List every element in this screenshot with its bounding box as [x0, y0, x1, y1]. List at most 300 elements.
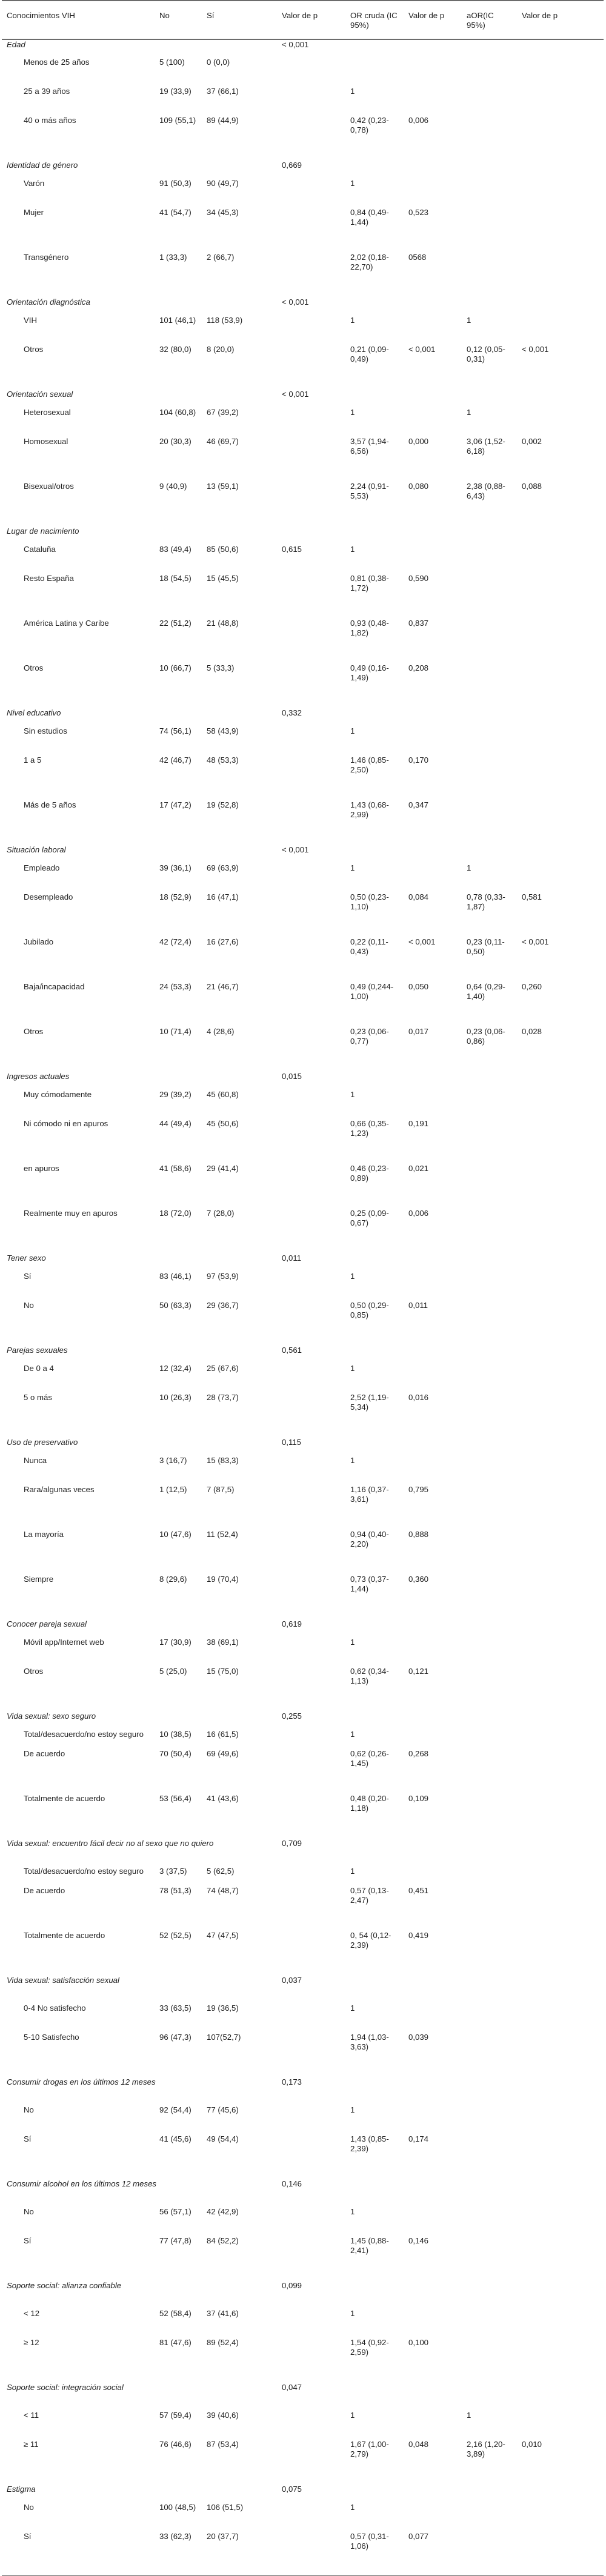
no-count-cell: 41 (54,7) [159, 208, 191, 217]
si-count-cell: 84 (52,2) [207, 2236, 239, 2245]
p-value-cell [277, 1456, 345, 1485]
section-row [2, 1438, 604, 1456]
aor-cell [462, 2134, 517, 2179]
or-crude-cell [345, 58, 404, 87]
table-row [2, 863, 604, 892]
empty-cell [404, 1253, 462, 1272]
no-count-cell: 104 (60,8) [159, 408, 196, 417]
table-row [2, 482, 604, 526]
category-cell: Empleado [24, 863, 60, 872]
category-cell: Varón [24, 179, 45, 188]
aor-cell [462, 1667, 517, 1711]
si-count-cell: 39 (40,6) [207, 2411, 239, 2420]
p-value-cell [277, 1301, 345, 1346]
p-value-aor-cell [517, 1393, 604, 1438]
p-value-aor-cell: 0,088 [522, 482, 542, 491]
aor-cell [462, 2503, 517, 2532]
header-no: No [155, 1, 202, 39]
section-p-value: 0,011 [282, 1253, 302, 1263]
section-p-value: 0,146 [282, 2179, 302, 2188]
category-cell: Sí [24, 2134, 32, 2143]
category-cell: Ni cómodo ni en apuros [24, 1119, 108, 1128]
p-value-or-cell: 0,174 [408, 2134, 429, 2143]
p-value-cell [277, 2134, 345, 2179]
or-crude-cell: 1 [350, 1364, 355, 1373]
category-cell: 40 o más años [24, 116, 76, 125]
or-crude-cell: 0,46 (0,23-0,89) [350, 1164, 389, 1183]
table-row [2, 755, 604, 800]
table-row [2, 316, 604, 345]
empty-cell [517, 2485, 604, 2503]
table-row [2, 2532, 604, 2575]
si-count-cell: 77 (45,6) [207, 2105, 239, 2114]
section-row [2, 845, 604, 863]
p-value-cell [277, 408, 345, 437]
table-row [2, 345, 604, 390]
no-count-cell: 74 (56,1) [159, 726, 191, 735]
p-value-or-cell: 0,360 [408, 1575, 429, 1584]
category-cell: Totalmente de acuerdo [24, 1931, 105, 1940]
aor-cell: 0,12 (0,05-0,31) [467, 345, 505, 363]
or-crude-cell: 2,52 (1,19-5,34) [350, 1393, 389, 1412]
si-count-cell: 85 (50,6) [207, 545, 239, 554]
p-value-cell [277, 437, 345, 482]
si-count-cell: 7 (28,0) [207, 1209, 235, 1218]
aor-cell [462, 2105, 517, 2134]
table-row [2, 1164, 604, 1209]
p-value-aor-cell: 0,028 [522, 1027, 542, 1036]
header-p-value-or: Valor de p [404, 1, 462, 39]
empty-cell [404, 1839, 462, 1867]
table-row [2, 663, 604, 708]
table-row [2, 253, 604, 297]
table-row [2, 800, 604, 845]
si-count-cell: 7 (87,5) [207, 1485, 235, 1494]
si-count-cell: 5 (62,5) [207, 1867, 235, 1876]
or-crude-cell: 1 [350, 2105, 355, 2114]
p-value-aor-cell [517, 1794, 604, 1839]
section-label: Tener sexo [7, 1253, 46, 1263]
p-value-aor-cell: 0,581 [522, 892, 542, 901]
aor-cell [462, 1730, 517, 1749]
section-row [2, 526, 604, 545]
empty-cell [345, 2485, 404, 2503]
p-value-or-cell [404, 2411, 462, 2440]
empty-cell [404, 2383, 462, 2411]
si-count-cell: 97 (53,9) [207, 1272, 239, 1281]
p-value-cell [277, 116, 345, 161]
empty-cell [517, 2179, 604, 2207]
p-value-or-cell [404, 1730, 462, 1749]
p-value-or-cell [404, 545, 462, 574]
or-crude-cell: 1 [350, 545, 355, 554]
table-row [2, 619, 604, 663]
category-cell: La mayoría [24, 1530, 64, 1539]
or-crude-cell: 0,49 (0,244-1,00) [350, 982, 394, 1001]
aor-cell [462, 87, 517, 116]
p-value-or-cell [404, 2003, 462, 2033]
empty-cell [462, 2485, 517, 2503]
p-value-cell [277, 1119, 345, 1164]
empty-cell [404, 161, 462, 179]
aor-cell: 2,16 (1,20-3,89) [467, 2440, 505, 2458]
si-count-cell: 28 (73,7) [207, 1393, 239, 1402]
empty-cell [404, 1438, 462, 1456]
no-count-cell: 3 (37,5) [159, 1867, 187, 1876]
aor-cell [462, 574, 517, 619]
section-row [2, 2077, 604, 2105]
p-value-or-cell: 0,523 [408, 208, 429, 217]
category-cell: ≥ 11 [24, 2440, 39, 2449]
or-crude-cell: 0, 54 (0,12-2,39) [350, 1931, 391, 1950]
p-value-or-cell: 0,109 [408, 1794, 429, 1803]
empty-cell [345, 1976, 404, 2003]
or-crude-cell: 1 [350, 1867, 355, 1876]
section-p-value: 0,015 [282, 1072, 302, 1081]
table-row [2, 2207, 604, 2236]
aor-cell: 1 [467, 2411, 471, 2420]
or-crude-cell: 0,62 (0,26-1,45) [350, 1749, 389, 1768]
p-value-or-cell [404, 179, 462, 208]
no-count-cell: 10 (66,7) [159, 663, 191, 672]
empty-cell [345, 1711, 404, 1730]
section-row [2, 1619, 604, 1638]
aor-cell: 0,64 (0,29-1,40) [467, 982, 505, 1001]
si-count-cell: 21 (46,7) [207, 982, 239, 991]
si-count-cell: 29 (36,7) [207, 1301, 239, 1310]
no-count-cell: 3 (16,7) [159, 1456, 187, 1465]
no-count-cell: 53 (56,4) [159, 1794, 191, 1803]
section-p-value: 0,037 [282, 1976, 302, 1985]
table-row [2, 1456, 604, 1485]
empty-cell [345, 1438, 404, 1456]
section-label: Uso de preservativo [7, 1438, 78, 1447]
empty-cell [404, 1072, 462, 1090]
table-row [2, 1090, 604, 1119]
table-row [2, 574, 604, 619]
table-row [2, 2338, 604, 2383]
si-count-cell: 16 (47,1) [207, 892, 239, 901]
section-p-value [277, 526, 345, 545]
aor-cell [462, 545, 517, 574]
empty-cell [404, 845, 462, 863]
aor-cell [462, 800, 517, 845]
category-cell: Mujer [24, 208, 44, 217]
si-count-cell: 74 (48,7) [207, 1886, 239, 1895]
p-value-aor-cell [517, 1485, 604, 1530]
section-p-value: 0,173 [282, 2077, 302, 2086]
no-count-cell: 5 (100) [159, 58, 185, 67]
p-value-cell [277, 2003, 345, 2033]
empty-cell [462, 161, 517, 179]
or-crude-cell: 1 [350, 316, 355, 325]
header-row [2, 1, 604, 39]
empty-cell [462, 2077, 517, 2105]
p-value-or-cell [404, 1364, 462, 1393]
p-value-or-cell: 0,451 [408, 1886, 429, 1895]
no-count-cell: 78 (51,3) [159, 1886, 191, 1895]
or-crude-cell: 2,24 (0,91-5,53) [350, 482, 389, 500]
section-row [2, 1072, 604, 1090]
p-value-cell [277, 1867, 345, 1886]
no-count-cell: 100 (48,5) [159, 2503, 196, 2512]
or-crude-cell: 1 [350, 1730, 355, 1739]
section-label: Vida sexual: satisfacción sexual [7, 1976, 119, 1985]
si-count-cell: 21 (48,8) [207, 619, 239, 628]
or-crude-cell: 1 [350, 2309, 355, 2318]
p-value-or-cell: 0,347 [408, 800, 429, 809]
p-value-cell [277, 1090, 345, 1119]
empty-cell [404, 39, 462, 58]
or-crude-cell: 1 [350, 863, 355, 872]
p-value-aor-cell [517, 1931, 604, 1976]
si-count-cell: 16 (61,5) [207, 1730, 239, 1739]
aor-cell [462, 1209, 517, 1253]
or-crude-cell: 0,25 (0,09-0,67) [350, 1209, 389, 1227]
no-count-cell: 1 (33,3) [159, 253, 187, 262]
si-count-cell: 49 (54,4) [207, 2134, 239, 2143]
si-count-cell: 8 (20,0) [207, 345, 235, 354]
p-value-aor-cell [517, 726, 604, 755]
p-value-cell [277, 1209, 345, 1253]
p-value-cell [277, 1364, 345, 1393]
or-crude-cell: 0,50 (0,23-1,10) [350, 892, 389, 911]
p-value-aor-cell [517, 1164, 604, 1209]
p-value-or-cell: 0,795 [408, 1485, 429, 1494]
no-count-cell: 10 (71,4) [159, 1027, 191, 1036]
or-crude-cell: 0,42 (0,23-0,78) [350, 116, 389, 134]
p-value-aor-cell [517, 663, 604, 708]
p-value-or-cell: 0,837 [408, 619, 429, 628]
empty-cell [345, 708, 404, 726]
si-count-cell: 45 (60,8) [207, 1090, 239, 1099]
category-cell: No [24, 2207, 34, 2216]
empty-cell [462, 1346, 517, 1364]
aor-cell [462, 1164, 517, 1209]
empty-cell [345, 1839, 404, 1867]
aor-cell [462, 619, 517, 663]
or-crude-cell: 1,67 (1,00-2,79) [350, 2440, 389, 2458]
no-count-cell: 109 (55,1) [159, 116, 196, 125]
category-cell: en apuros [24, 1164, 59, 1173]
table-row [2, 726, 604, 755]
p-value-cell [277, 2105, 345, 2134]
or-crude-cell: 1,43 (0,85-2,39) [350, 2134, 389, 2153]
si-count-cell: 47 (47,5) [207, 1931, 239, 1940]
no-count-cell: 1 (12,5) [159, 1485, 187, 1494]
p-value-cell [277, 937, 345, 982]
aor-cell: 0,78 (0,33-1,87) [467, 892, 505, 911]
empty-cell [404, 708, 462, 726]
p-value-or-cell: < 0,001 [408, 345, 436, 354]
p-value-cell: 0,615 [282, 545, 302, 554]
section-p-value: 0,099 [282, 2281, 302, 2290]
p-value-aor-cell [517, 1667, 604, 1711]
table-row [2, 116, 604, 161]
empty-cell [517, 1346, 604, 1364]
p-value-cell [277, 1272, 345, 1301]
empty-cell [404, 2485, 462, 2503]
section-p-value: 0,669 [282, 161, 302, 170]
empty-cell [345, 1072, 404, 1090]
table-row [2, 1749, 604, 1794]
or-crude-cell: 1 [350, 2411, 355, 2420]
section-row [2, 1711, 604, 1730]
p-value-cell [277, 1886, 345, 1931]
table-row [2, 937, 604, 982]
si-count-cell: 15 (45,5) [207, 574, 239, 583]
or-crude-cell: 1 [350, 179, 355, 188]
aor-cell: 1 [467, 316, 471, 325]
p-value-aor-cell [517, 1749, 604, 1794]
or-crude-cell: 0,50 (0,29-0,85) [350, 1301, 389, 1320]
or-crude-cell: 1 [350, 1272, 355, 1281]
table-row [2, 892, 604, 937]
empty-cell [517, 526, 604, 545]
no-count-cell: 96 (47,3) [159, 2033, 191, 2042]
si-count-cell: 106 (51,5) [207, 2503, 244, 2512]
aor-cell [462, 2309, 517, 2338]
no-count-cell: 42 (46,7) [159, 755, 191, 765]
p-value-aor-cell [517, 116, 604, 161]
category-cell: 5 o más [24, 1393, 52, 1402]
p-value-aor-cell [517, 408, 604, 437]
table-row [2, 2309, 604, 2338]
section-p-value: < 0,001 [282, 40, 309, 49]
no-count-cell: 101 (46,1) [159, 316, 196, 325]
table-row [2, 2411, 604, 2440]
p-value-cell [277, 2440, 345, 2485]
p-value-cell [277, 2338, 345, 2383]
no-count-cell: 24 (53,3) [159, 982, 191, 991]
p-value-cell [277, 1575, 345, 1619]
aor-cell [462, 726, 517, 755]
p-value-aor-cell [517, 1301, 604, 1346]
aor-cell [462, 663, 517, 708]
p-value-aor-cell [517, 2207, 604, 2236]
table-row [2, 1027, 604, 1072]
empty-cell [462, 2179, 517, 2207]
empty-cell [517, 708, 604, 726]
or-crude-cell: 0,93 (0,48-1,82) [350, 619, 389, 637]
si-count-cell: 41 (43,6) [207, 1794, 239, 1803]
empty-cell [517, 1619, 604, 1638]
category-cell: Menos de 25 años [24, 58, 90, 67]
no-count-cell: 56 (57,1) [159, 2207, 191, 2216]
empty-cell [462, 526, 517, 545]
category-cell: No [24, 1301, 34, 1310]
p-value-or-cell: 0568 [408, 253, 427, 262]
no-count-cell: 52 (58,4) [159, 2309, 191, 2318]
category-cell: Muy cómodamente [24, 1090, 92, 1099]
p-value-aor-cell [517, 2503, 604, 2532]
empty-cell [404, 2179, 462, 2207]
section-p-value: < 0,001 [282, 297, 309, 307]
empty-cell [345, 1619, 404, 1638]
empty-cell [462, 1976, 517, 2003]
si-count-cell: 15 (75,0) [207, 1667, 239, 1676]
p-value-aor-cell [517, 2411, 604, 2440]
no-count-cell: 91 (50,3) [159, 179, 191, 188]
category-cell: Móvil app/Internet web [24, 1638, 104, 1647]
table-row [2, 982, 604, 1027]
p-value-or-cell: 0,011 [408, 1301, 428, 1310]
p-value-cell [277, 316, 345, 345]
p-value-cell [277, 1485, 345, 1530]
p-value-aor-cell [517, 2309, 604, 2338]
or-crude-cell: 0,57 (0,31-1,06) [345, 2532, 404, 2575]
no-count-cell: 10 (26,3) [159, 1393, 191, 1402]
empty-cell [517, 1253, 604, 1272]
or-crude-cell: 0,48 (0,20-1,18) [350, 1794, 389, 1813]
p-value-or-cell [404, 1638, 462, 1667]
table-row [2, 179, 604, 208]
table-row [2, 2134, 604, 2179]
p-value-aor-cell [517, 1209, 604, 1253]
section-row [2, 1346, 604, 1364]
p-value-cell [277, 2532, 345, 2575]
empty-cell [345, 2179, 404, 2207]
no-count-cell: 41 (58,6) [159, 1164, 191, 1173]
si-count-cell: 58 (43,9) [207, 726, 239, 735]
p-value-aor-cell [517, 2338, 604, 2383]
empty-cell [517, 1839, 604, 1867]
p-value-or-cell: 0,268 [408, 1749, 429, 1758]
p-value-cell [277, 208, 345, 253]
section-row [2, 2281, 604, 2309]
table-row [2, 87, 604, 116]
empty-cell [517, 297, 604, 316]
p-value-aor-cell: 0,002 [522, 437, 542, 446]
aor-cell [462, 1575, 517, 1619]
p-value-cell [277, 253, 345, 297]
empty-cell [404, 2077, 462, 2105]
table-row [2, 437, 604, 482]
table-row [2, 208, 604, 253]
p-value-or-cell [404, 87, 462, 116]
aor-cell [462, 2207, 517, 2236]
p-value-cell [277, 2033, 345, 2077]
p-value-cell [277, 1164, 345, 1209]
no-count-cell: 17 (30,9) [159, 1638, 191, 1647]
category-cell: De acuerdo [24, 1749, 65, 1758]
category-cell: Total/desacuerdo/no estoy seguro [24, 1867, 144, 1876]
no-count-cell: 83 (46,1) [159, 1272, 191, 1281]
section-row [2, 390, 604, 408]
p-value-or-cell [404, 58, 462, 87]
section-p-value: 0,115 [282, 1438, 302, 1447]
p-value-or-cell [404, 726, 462, 755]
si-count-cell: 19 (52,8) [207, 800, 239, 809]
no-count-cell: 92 (54,4) [159, 2105, 191, 2114]
p-value-or-cell [404, 1867, 462, 1886]
category-cell: Homosexual [24, 437, 68, 446]
aor-cell: 3,06 (1,52-6,18) [467, 437, 505, 456]
p-value-or-cell: 0,017 [408, 1027, 429, 1036]
si-count-cell: 107(52,7) [207, 2033, 241, 2042]
p-value-aor-cell: 0,010 [522, 2440, 542, 2449]
p-value-aor-cell [517, 179, 604, 208]
category-cell: Otros [24, 1667, 44, 1676]
empty-cell [462, 297, 517, 316]
p-value-aor-cell [517, 619, 604, 663]
aor-cell [462, 2338, 517, 2383]
no-count-cell: 29 (39,2) [159, 1090, 191, 1099]
aor-cell [462, 208, 517, 253]
p-value-aor-cell [517, 58, 604, 87]
no-count-cell: 83 (49,4) [159, 545, 191, 554]
empty-cell [462, 1438, 517, 1456]
